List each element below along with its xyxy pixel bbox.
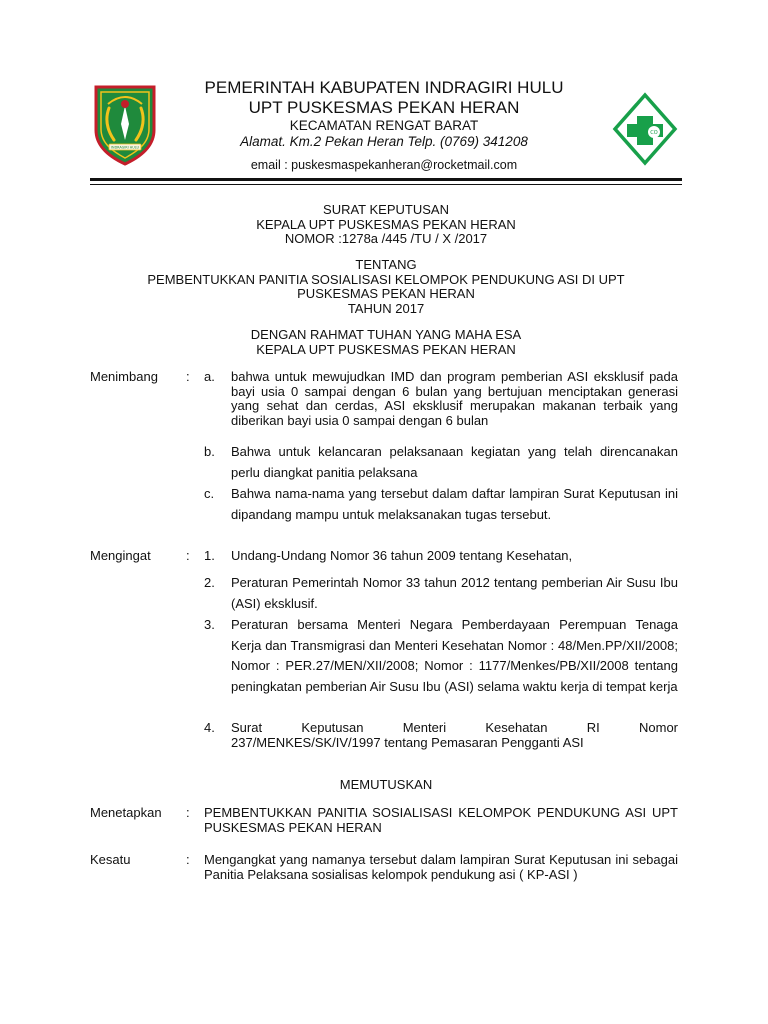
- menimbang-item-b: Bahwa untuk kelancaran pelaksanaan kegiatan yang telah direncanakan perlu diangkat panitia pelaksana: [231, 444, 678, 480]
- mengingat-item-3: Peraturan bersama Menteri Negara Pemberdayaan Perempuan Tenaga Kerja dan Transmigrasi dan Menteri Kesehatan Nomor : 48/Men.PP/XII/2008; Nomor : PER.27/MEN/XII/2008; Nomor : 1177/Menkes/PB/XII/2008 tentang peningkatan pemberian Air Susu Ibu (ASI) selama waktu kerja di tempat kerja: [231, 617, 678, 694]
- regency-coat-of-arms-icon: [92, 84, 158, 166]
- mengingat-marker-4: 4.: [204, 720, 215, 735]
- document-type: SURAT KEPUTUSAN: [323, 202, 449, 217]
- mengingat-label: Mengingat: [90, 548, 151, 563]
- letterhead-institution-line: UPT PUSKESMAS PEKAN HERAN: [248, 98, 520, 117]
- menetapkan-colon: :: [186, 805, 190, 820]
- mengingat-marker-3: 3.: [204, 617, 215, 632]
- kesatu-colon: :: [186, 852, 190, 867]
- subject-line-1: PEMBENTUKKAN PANITIA SOSIALISASI KELOMPOK PENDUKUNG ASI DI UPT: [147, 271, 625, 287]
- mengingat-colon: :: [186, 548, 190, 563]
- menimbang-colon: :: [186, 369, 190, 384]
- subject-line-2: PUSKESMAS PEKAN HERAN: [297, 286, 475, 301]
- menimbang-label: Menimbang: [90, 369, 158, 384]
- svg-text:CO: CO: [650, 130, 658, 137]
- mengingat-item-1: Undang-Undang Nomor 36 tahun 2009 tentang Kesehatan,: [231, 548, 573, 563]
- document-number: NOMOR :1278a /445 /TU / X /2017: [284, 231, 488, 246]
- menimbang-item-c: Bahwa nama-nama yang tersebut dalam daftar lampiran Surat Keputusan ini dipandang mampu untuk melaksanakan tugas tersebut.: [231, 486, 678, 522]
- kesatu-text: Mengangkat yang namanya tersebut dalam lampiran Surat Keputusan ini sebagai Panitia Pelaksana sosialisas kelompok pendukung asi ( KP-ASI ): [204, 852, 678, 882]
- document-issuer: KEPALA UPT PUSKESMAS PEKAN HERAN: [256, 216, 516, 232]
- mengingat-item-4-line-1: Surat Keputusan Menteri Kesehatan RI Nomor: [231, 720, 678, 735]
- menetapkan-label: Menetapkan: [90, 805, 162, 820]
- menimbang-marker-c: c.: [204, 486, 215, 501]
- preamble-line-2: KEPALA UPT PUSKESMAS PEKAN HERAN: [256, 341, 516, 357]
- kesatu-label: Kesatu: [90, 852, 131, 867]
- menetapkan-text: PEMBENTUKKAN PANITIA SOSIALISASI KELOMPOK PENDUKUNG ASI UPT PUSKESMAS PEKAN HERAN: [204, 805, 678, 835]
- subject-label: TENTANG: [355, 257, 417, 272]
- letterhead-divider-thin: [90, 184, 682, 185]
- letterhead-divider-thick: [90, 178, 682, 181]
- decision-heading: MEMUTUSKAN: [339, 777, 433, 792]
- menimbang-item-a: bahwa untuk mewujudkan IMD dan program pemberian ASI eksklusif pada bayi usia 0 sampai dengan 6 bulan yang bertujuan menciptakan generasi yang sehat dan cerdas, ASI eksklusif merupakan makanan terbaik yang diberikan bayi usia 0 sampai dengan 6 bulan: [231, 369, 678, 428]
- letterhead-government-line: PEMERINTAH KABUPATEN INDRAGIRI HULU: [204, 78, 564, 97]
- menimbang-marker-b: b.: [204, 444, 215, 459]
- preamble-line-1: DENGAN RAHMAT TUHAN YANG MAHA ESA: [250, 327, 522, 342]
- svg-text:INDRAGIRI HULU: INDRAGIRI HULU: [111, 145, 139, 150]
- menimbang-marker-a: a.: [204, 369, 215, 384]
- mengingat-marker-2: 2.: [204, 575, 215, 590]
- letterhead-email: email : puskesmaspekanheran@rocketmail.com: [250, 158, 518, 172]
- puskesmas-green-cross-icon: [612, 92, 678, 166]
- letterhead-district-line: KECAMATAN RENGAT BARAT: [289, 118, 479, 133]
- letterhead-address: Alamat. Km.2 Pekan Heran Telp. (0769) 341208: [240, 134, 528, 149]
- subject-line-3: TAHUN 2017: [347, 300, 425, 316]
- mengingat-item-4-line-2: 237/MENKES/SK/IV/1997 tentang Pemasaran Pengganti ASI: [231, 735, 584, 750]
- mengingat-marker-1: 1.: [204, 548, 215, 563]
- mengingat-item-2: Peraturan Pemerintah Nomor 33 tahun 2012 tentang pemberian Air Susu Ibu (ASI) eksklusif.: [231, 575, 678, 611]
